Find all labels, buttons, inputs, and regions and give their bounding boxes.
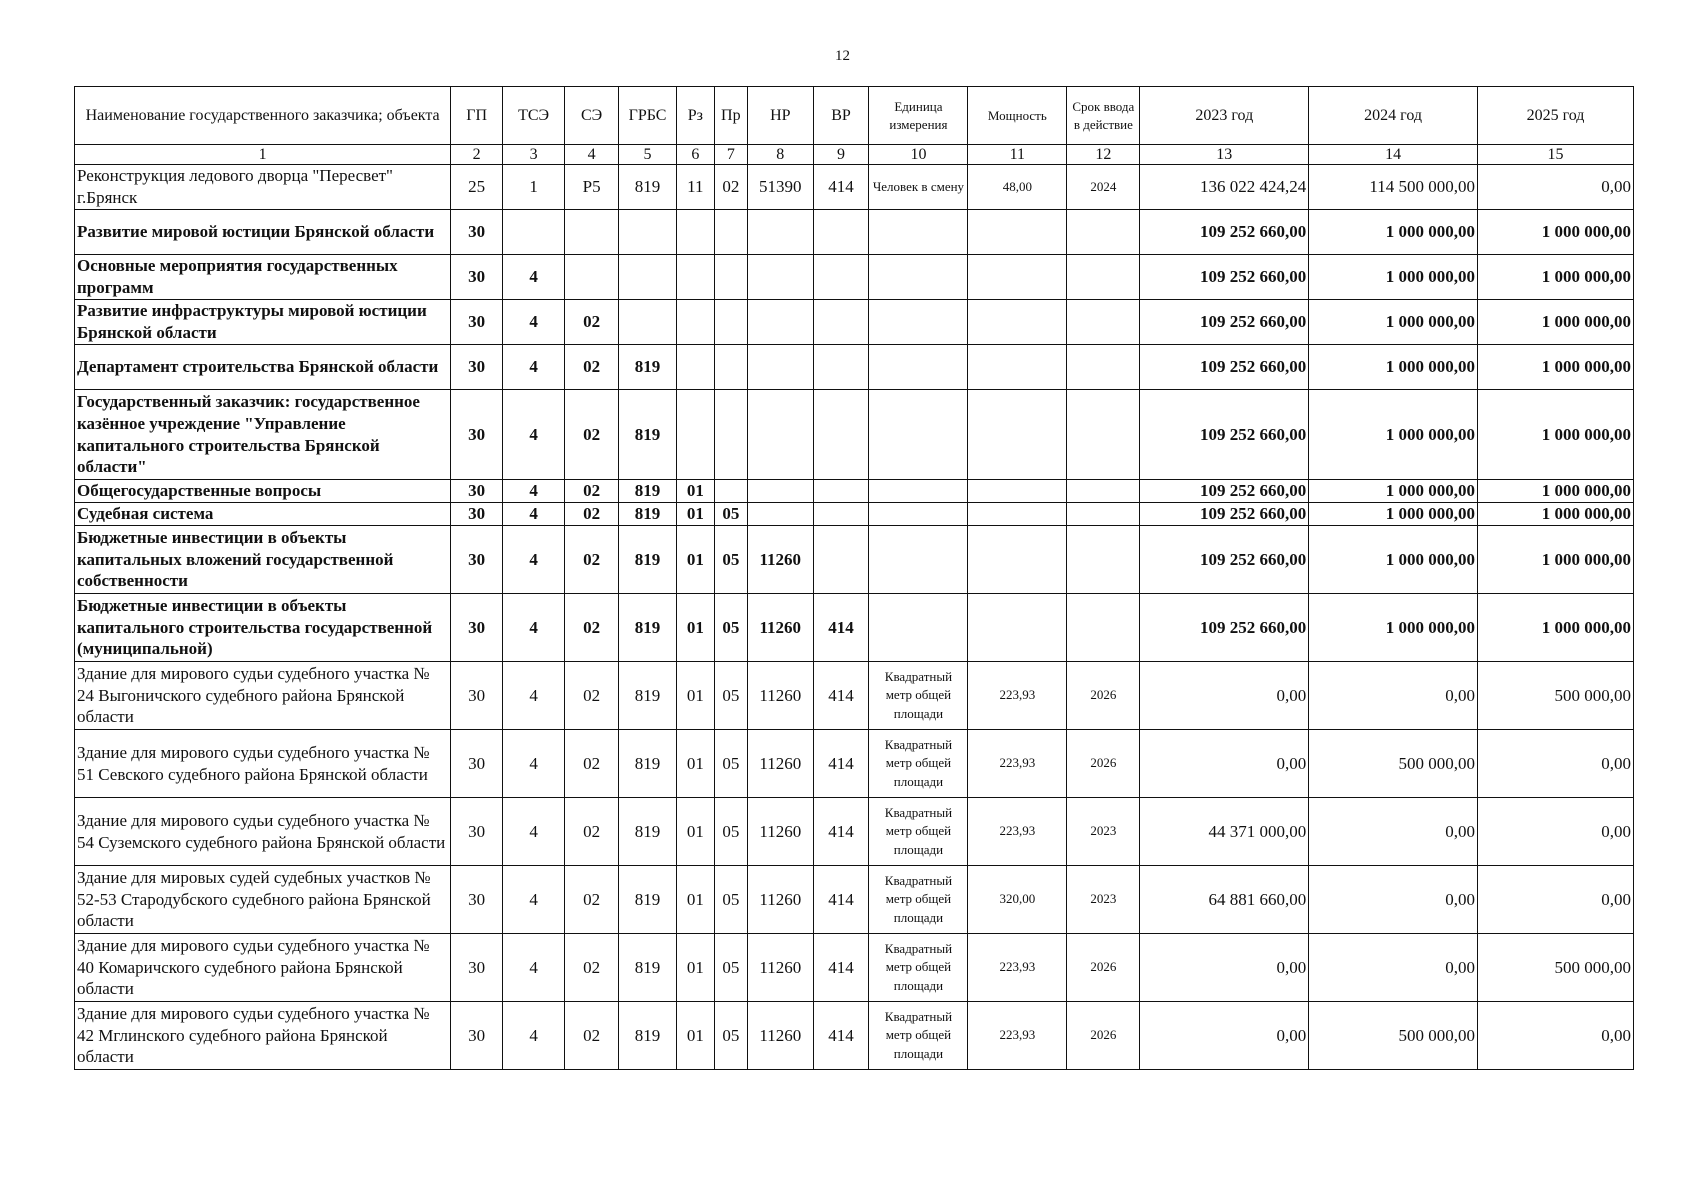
tse-cell: 4 bbox=[502, 503, 564, 526]
table-row bbox=[75, 300, 1634, 345]
tse-cell: 4 bbox=[502, 480, 564, 503]
vr-cell: 414 bbox=[813, 934, 869, 1002]
gp-cell: 30 bbox=[451, 345, 503, 390]
pr-cell bbox=[714, 210, 747, 255]
page-number: 12 bbox=[835, 48, 850, 64]
amount-2024: 1 000 000,00 bbox=[1309, 255, 1478, 300]
capacity-cell: 223,93 bbox=[968, 730, 1067, 798]
object-name: Департамент строительства Брянской области bbox=[75, 345, 451, 390]
amount-2023: 136 022 424,24 bbox=[1140, 165, 1309, 210]
amount-2023: 109 252 660,00 bbox=[1140, 300, 1309, 345]
term-cell: 2023 bbox=[1067, 866, 1140, 934]
rz-cell: 01 bbox=[677, 662, 715, 730]
capacity-cell: 223,93 bbox=[968, 1002, 1067, 1070]
gp-cell: 30 bbox=[451, 480, 503, 503]
se-cell: 02 bbox=[565, 503, 619, 526]
se-cell: 02 bbox=[565, 594, 619, 662]
tse-cell: 4 bbox=[502, 866, 564, 934]
table-row bbox=[75, 390, 1634, 480]
se-cell: 02 bbox=[565, 480, 619, 503]
amount-2024: 0,00 bbox=[1309, 662, 1478, 730]
table-row bbox=[75, 730, 1634, 798]
column-number: 9 bbox=[813, 145, 869, 165]
vr-cell bbox=[813, 345, 869, 390]
amount-2025: 1 000 000,00 bbox=[1478, 300, 1634, 345]
rz-cell: 11 bbox=[677, 165, 715, 210]
object-name: Реконструкция ледового дворца "Пересвет" г.Брянск bbox=[75, 165, 451, 210]
header-nr: НР bbox=[748, 87, 814, 145]
amount-2025: 1 000 000,00 bbox=[1478, 390, 1634, 480]
header-2023: 2023 год bbox=[1140, 87, 1309, 145]
budget-table bbox=[74, 86, 1634, 1070]
header-2025: 2025 год bbox=[1478, 87, 1634, 145]
amount-2024: 0,00 bbox=[1309, 866, 1478, 934]
amount-2025: 500 000,00 bbox=[1478, 934, 1634, 1002]
header-2024: 2024 год bbox=[1309, 87, 1478, 145]
amount-2023: 109 252 660,00 bbox=[1140, 255, 1309, 300]
column-number: 12 bbox=[1067, 145, 1140, 165]
term-cell bbox=[1067, 594, 1140, 662]
amount-2025: 0,00 bbox=[1478, 730, 1634, 798]
gp-cell: 30 bbox=[451, 255, 503, 300]
amount-2024: 1 000 000,00 bbox=[1309, 594, 1478, 662]
tse-cell: 4 bbox=[502, 1002, 564, 1070]
column-number: 3 bbox=[502, 145, 564, 165]
gp-cell: 30 bbox=[451, 300, 503, 345]
header-pr: Пр bbox=[714, 87, 747, 145]
grbs-cell: 819 bbox=[619, 1002, 677, 1070]
column-number: 13 bbox=[1140, 145, 1309, 165]
table-row bbox=[75, 798, 1634, 866]
capacity-cell: 223,93 bbox=[968, 662, 1067, 730]
amount-2025: 0,00 bbox=[1478, 1002, 1634, 1070]
vr-cell bbox=[813, 300, 869, 345]
term-cell: 2024 bbox=[1067, 165, 1140, 210]
unit-cell bbox=[869, 526, 968, 594]
object-name: Здание для мирового судьи судебного участка № 51 Севского судебного района Брянской области bbox=[75, 730, 451, 798]
vr-cell: 414 bbox=[813, 594, 869, 662]
nr-cell: 11260 bbox=[748, 730, 814, 798]
unit-cell: Квадратный метр общей площади bbox=[869, 934, 968, 1002]
amount-2025: 1 000 000,00 bbox=[1478, 345, 1634, 390]
table-row bbox=[75, 934, 1634, 1002]
se-cell: 02 bbox=[565, 390, 619, 480]
rz-cell: 01 bbox=[677, 798, 715, 866]
amount-2023: 0,00 bbox=[1140, 730, 1309, 798]
amount-2025: 0,00 bbox=[1478, 165, 1634, 210]
amount-2024: 1 000 000,00 bbox=[1309, 390, 1478, 480]
vr-cell: 414 bbox=[813, 798, 869, 866]
se-cell: Р5 bbox=[565, 165, 619, 210]
pr-cell: 05 bbox=[714, 730, 747, 798]
amount-2024: 500 000,00 bbox=[1309, 730, 1478, 798]
capacity-cell bbox=[968, 503, 1067, 526]
amount-2025: 1 000 000,00 bbox=[1478, 255, 1634, 300]
amount-2023: 44 371 000,00 bbox=[1140, 798, 1309, 866]
tse-cell: 4 bbox=[502, 730, 564, 798]
tse-cell: 4 bbox=[502, 526, 564, 594]
grbs-cell: 819 bbox=[619, 480, 677, 503]
nr-cell bbox=[748, 210, 814, 255]
amount-2025: 1 000 000,00 bbox=[1478, 594, 1634, 662]
tse-cell: 4 bbox=[502, 934, 564, 1002]
column-number: 2 bbox=[451, 145, 503, 165]
object-name: Судебная система bbox=[75, 503, 451, 526]
nr-cell: 11260 bbox=[748, 798, 814, 866]
amount-2023: 109 252 660,00 bbox=[1140, 526, 1309, 594]
table-row bbox=[75, 165, 1634, 210]
grbs-cell: 819 bbox=[619, 730, 677, 798]
rz-cell: 01 bbox=[677, 594, 715, 662]
pr-cell bbox=[714, 480, 747, 503]
table-row bbox=[75, 526, 1634, 594]
capacity-cell: 223,93 bbox=[968, 798, 1067, 866]
grbs-cell: 819 bbox=[619, 345, 677, 390]
table-row bbox=[75, 662, 1634, 730]
pr-cell: 05 bbox=[714, 662, 747, 730]
column-number: 1 bbox=[75, 145, 451, 165]
nr-cell: 11260 bbox=[748, 526, 814, 594]
tse-cell: 4 bbox=[502, 594, 564, 662]
unit-cell: Квадратный метр общей площади bbox=[869, 730, 968, 798]
column-number: 7 bbox=[714, 145, 747, 165]
object-name: Общегосударственные вопросы bbox=[75, 480, 451, 503]
object-name: Бюджетные инвестиции в объекты капитальных вложений государственной собственности bbox=[75, 526, 451, 594]
unit-cell bbox=[869, 503, 968, 526]
grbs-cell: 819 bbox=[619, 503, 677, 526]
rz-cell: 01 bbox=[677, 526, 715, 594]
rz-cell bbox=[677, 255, 715, 300]
gp-cell: 30 bbox=[451, 730, 503, 798]
nr-cell: 11260 bbox=[748, 1002, 814, 1070]
gp-cell: 30 bbox=[451, 210, 503, 255]
amount-2024: 1 000 000,00 bbox=[1309, 480, 1478, 503]
se-cell: 02 bbox=[565, 866, 619, 934]
column-number: 5 bbox=[619, 145, 677, 165]
se-cell: 02 bbox=[565, 934, 619, 1002]
table-row bbox=[75, 255, 1634, 300]
pr-cell: 05 bbox=[714, 866, 747, 934]
tse-cell: 1 bbox=[502, 165, 564, 210]
unit-cell: Квадратный метр общей площади bbox=[869, 1002, 968, 1070]
amount-2024: 0,00 bbox=[1309, 934, 1478, 1002]
se-cell bbox=[565, 210, 619, 255]
grbs-cell: 819 bbox=[619, 165, 677, 210]
pr-cell: 02 bbox=[714, 165, 747, 210]
tse-cell: 4 bbox=[502, 300, 564, 345]
object-name: Бюджетные инвестиции в объекты капитального строительства государственной (муниципальной) bbox=[75, 594, 451, 662]
pr-cell: 05 bbox=[714, 934, 747, 1002]
vr-cell bbox=[813, 526, 869, 594]
term-cell bbox=[1067, 503, 1140, 526]
column-number: 4 bbox=[565, 145, 619, 165]
se-cell: 02 bbox=[565, 1002, 619, 1070]
nr-cell bbox=[748, 503, 814, 526]
nr-cell: 11260 bbox=[748, 594, 814, 662]
amount-2025: 500 000,00 bbox=[1478, 662, 1634, 730]
amount-2024: 1 000 000,00 bbox=[1309, 300, 1478, 345]
header-vr: ВР bbox=[813, 87, 869, 145]
pr-cell bbox=[714, 390, 747, 480]
pr-cell: 05 bbox=[714, 594, 747, 662]
tse-cell bbox=[502, 210, 564, 255]
term-cell: 2026 bbox=[1067, 730, 1140, 798]
capacity-cell: 223,93 bbox=[968, 934, 1067, 1002]
term-cell bbox=[1067, 345, 1140, 390]
vr-cell: 414 bbox=[813, 1002, 869, 1070]
rz-cell: 01 bbox=[677, 1002, 715, 1070]
grbs-cell bbox=[619, 300, 677, 345]
table-row bbox=[75, 503, 1634, 526]
amount-2024: 500 000,00 bbox=[1309, 1002, 1478, 1070]
capacity-cell bbox=[968, 526, 1067, 594]
capacity-cell bbox=[968, 210, 1067, 255]
object-name: Развитие мировой юстиции Брянской области bbox=[75, 210, 451, 255]
amount-2025: 0,00 bbox=[1478, 798, 1634, 866]
gp-cell: 30 bbox=[451, 594, 503, 662]
table-row bbox=[75, 594, 1634, 662]
object-name: Здание для мирового судьи судебного участка № 54 Суземского судебного района Брянской области bbox=[75, 798, 451, 866]
unit-cell bbox=[869, 300, 968, 345]
amount-2025: 0,00 bbox=[1478, 866, 1634, 934]
pr-cell: 05 bbox=[714, 798, 747, 866]
column-number: 11 bbox=[968, 145, 1067, 165]
gp-cell: 25 bbox=[451, 165, 503, 210]
vr-cell: 414 bbox=[813, 662, 869, 730]
grbs-cell: 819 bbox=[619, 390, 677, 480]
table-row bbox=[75, 345, 1634, 390]
vr-cell bbox=[813, 503, 869, 526]
nr-cell: 11260 bbox=[748, 662, 814, 730]
rz-cell: 01 bbox=[677, 730, 715, 798]
header-se: СЭ bbox=[565, 87, 619, 145]
unit-cell bbox=[869, 594, 968, 662]
grbs-cell bbox=[619, 210, 677, 255]
pr-cell bbox=[714, 255, 747, 300]
rz-cell: 01 bbox=[677, 866, 715, 934]
grbs-cell: 819 bbox=[619, 526, 677, 594]
rz-cell: 01 bbox=[677, 503, 715, 526]
term-cell bbox=[1067, 390, 1140, 480]
pr-cell: 05 bbox=[714, 1002, 747, 1070]
table-row bbox=[75, 210, 1634, 255]
rz-cell bbox=[677, 345, 715, 390]
term-cell: 2026 bbox=[1067, 662, 1140, 730]
grbs-cell: 819 bbox=[619, 798, 677, 866]
nr-cell bbox=[748, 300, 814, 345]
grbs-cell: 819 bbox=[619, 866, 677, 934]
capacity-cell bbox=[968, 594, 1067, 662]
term-cell bbox=[1067, 210, 1140, 255]
capacity-cell bbox=[968, 390, 1067, 480]
amount-2025: 1 000 000,00 bbox=[1478, 526, 1634, 594]
object-name: Здание для мирового судьи судебного участка № 40 Комаричского судебного района Брянской области bbox=[75, 934, 451, 1002]
rz-cell bbox=[677, 390, 715, 480]
unit-cell bbox=[869, 390, 968, 480]
vr-cell: 414 bbox=[813, 730, 869, 798]
pr-cell: 05 bbox=[714, 526, 747, 594]
rz-cell bbox=[677, 210, 715, 255]
vr-cell bbox=[813, 255, 869, 300]
grbs-cell: 819 bbox=[619, 594, 677, 662]
gp-cell: 30 bbox=[451, 390, 503, 480]
amount-2024: 1 000 000,00 bbox=[1309, 526, 1478, 594]
tse-cell: 4 bbox=[502, 255, 564, 300]
object-name: Здание для мировых судей судебных участков № 52-53 Стародубского судебного района Брянской области bbox=[75, 866, 451, 934]
amount-2023: 109 252 660,00 bbox=[1140, 345, 1309, 390]
nr-cell bbox=[748, 255, 814, 300]
gp-cell: 30 bbox=[451, 662, 503, 730]
rz-cell: 01 bbox=[677, 480, 715, 503]
table-row bbox=[75, 866, 1634, 934]
capacity-cell bbox=[968, 255, 1067, 300]
unit-cell bbox=[869, 210, 968, 255]
pr-cell bbox=[714, 345, 747, 390]
amount-2023: 109 252 660,00 bbox=[1140, 480, 1309, 503]
pr-cell bbox=[714, 300, 747, 345]
amount-2024: 0,00 bbox=[1309, 798, 1478, 866]
se-cell: 02 bbox=[565, 526, 619, 594]
column-number: 15 bbox=[1478, 145, 1634, 165]
amount-2023: 109 252 660,00 bbox=[1140, 594, 1309, 662]
unit-cell: Человек в смену bbox=[869, 165, 968, 210]
table-row bbox=[75, 1002, 1634, 1070]
gp-cell: 30 bbox=[451, 526, 503, 594]
column-number: 14 bbox=[1309, 145, 1478, 165]
unit-cell bbox=[869, 480, 968, 503]
header-unit: Единица измерения bbox=[869, 87, 968, 145]
object-name: Здание для мирового судьи судебного участка № 42 Мглинского судебного района Брянской области bbox=[75, 1002, 451, 1070]
term-cell bbox=[1067, 480, 1140, 503]
nr-cell bbox=[748, 345, 814, 390]
se-cell: 02 bbox=[565, 798, 619, 866]
amount-2023: 0,00 bbox=[1140, 662, 1309, 730]
table-row bbox=[75, 480, 1634, 503]
nr-cell bbox=[748, 480, 814, 503]
amount-2023: 109 252 660,00 bbox=[1140, 390, 1309, 480]
amount-2024: 1 000 000,00 bbox=[1309, 345, 1478, 390]
se-cell: 02 bbox=[565, 662, 619, 730]
object-name: Развитие инфраструктуры мировой юстиции Брянской области bbox=[75, 300, 451, 345]
grbs-cell bbox=[619, 255, 677, 300]
nr-cell: 51390 bbox=[748, 165, 814, 210]
amount-2023: 0,00 bbox=[1140, 934, 1309, 1002]
term-cell bbox=[1067, 255, 1140, 300]
amount-2025: 1 000 000,00 bbox=[1478, 210, 1634, 255]
vr-cell bbox=[813, 390, 869, 480]
term-cell: 2026 bbox=[1067, 934, 1140, 1002]
amount-2023: 109 252 660,00 bbox=[1140, 503, 1309, 526]
se-cell: 02 bbox=[565, 345, 619, 390]
vr-cell: 414 bbox=[813, 165, 869, 210]
rz-cell: 01 bbox=[677, 934, 715, 1002]
capacity-cell bbox=[968, 480, 1067, 503]
pr-cell: 05 bbox=[714, 503, 747, 526]
object-name: Здание для мирового судьи судебного участка № 24 Выгоничского судебного района Брянской области bbox=[75, 662, 451, 730]
amount-2023: 0,00 bbox=[1140, 1002, 1309, 1070]
vr-cell: 414 bbox=[813, 866, 869, 934]
term-cell bbox=[1067, 526, 1140, 594]
amount-2023: 109 252 660,00 bbox=[1140, 210, 1309, 255]
header-capacity: Мощность bbox=[968, 87, 1067, 145]
table-header-row bbox=[75, 87, 1634, 145]
amount-2024: 1 000 000,00 bbox=[1309, 210, 1478, 255]
se-cell bbox=[565, 255, 619, 300]
unit-cell bbox=[869, 255, 968, 300]
tse-cell: 4 bbox=[502, 345, 564, 390]
object-name: Основные мероприятия государственных программ bbox=[75, 255, 451, 300]
unit-cell bbox=[869, 345, 968, 390]
column-number: 8 bbox=[748, 145, 814, 165]
header-tse: ТСЭ bbox=[502, 87, 564, 145]
nr-cell bbox=[748, 390, 814, 480]
header-gp: ГП bbox=[451, 87, 503, 145]
column-number: 10 bbox=[869, 145, 968, 165]
vr-cell bbox=[813, 210, 869, 255]
rz-cell bbox=[677, 300, 715, 345]
tse-cell: 4 bbox=[502, 390, 564, 480]
gp-cell: 30 bbox=[451, 503, 503, 526]
se-cell: 02 bbox=[565, 300, 619, 345]
tse-cell: 4 bbox=[502, 798, 564, 866]
unit-cell: Квадратный метр общей площади bbox=[869, 866, 968, 934]
grbs-cell: 819 bbox=[619, 662, 677, 730]
amount-2025: 1 000 000,00 bbox=[1478, 503, 1634, 526]
term-cell: 2026 bbox=[1067, 1002, 1140, 1070]
term-cell: 2023 bbox=[1067, 798, 1140, 866]
column-number-row bbox=[75, 145, 1634, 165]
header-term: Срок ввода в действие bbox=[1067, 87, 1140, 145]
amount-2024: 1 000 000,00 bbox=[1309, 503, 1478, 526]
object-name: Государственный заказчик: государственное казённое учреждение "Управление капитального строительства Брянской области" bbox=[75, 390, 451, 480]
nr-cell: 11260 bbox=[748, 934, 814, 1002]
amount-2023: 64 881 660,00 bbox=[1140, 866, 1309, 934]
gp-cell: 30 bbox=[451, 798, 503, 866]
capacity-cell bbox=[968, 300, 1067, 345]
tse-cell: 4 bbox=[502, 662, 564, 730]
capacity-cell: 48,00 bbox=[968, 165, 1067, 210]
gp-cell: 30 bbox=[451, 934, 503, 1002]
vr-cell bbox=[813, 480, 869, 503]
unit-cell: Квадратный метр общей площади bbox=[869, 662, 968, 730]
term-cell bbox=[1067, 300, 1140, 345]
gp-cell: 30 bbox=[451, 1002, 503, 1070]
gp-cell: 30 bbox=[451, 866, 503, 934]
amount-2024: 114 500 000,00 bbox=[1309, 165, 1478, 210]
unit-cell: Квадратный метр общей площади bbox=[869, 798, 968, 866]
column-number: 6 bbox=[677, 145, 715, 165]
amount-2025: 1 000 000,00 bbox=[1478, 480, 1634, 503]
header-rz: Рз bbox=[677, 87, 715, 145]
grbs-cell: 819 bbox=[619, 934, 677, 1002]
se-cell: 02 bbox=[565, 730, 619, 798]
header-name: Наименование государственного заказчика; объекта bbox=[75, 87, 451, 145]
nr-cell: 11260 bbox=[748, 866, 814, 934]
capacity-cell bbox=[968, 345, 1067, 390]
capacity-cell: 320,00 bbox=[968, 866, 1067, 934]
header-grbs: ГРБС bbox=[619, 87, 677, 145]
